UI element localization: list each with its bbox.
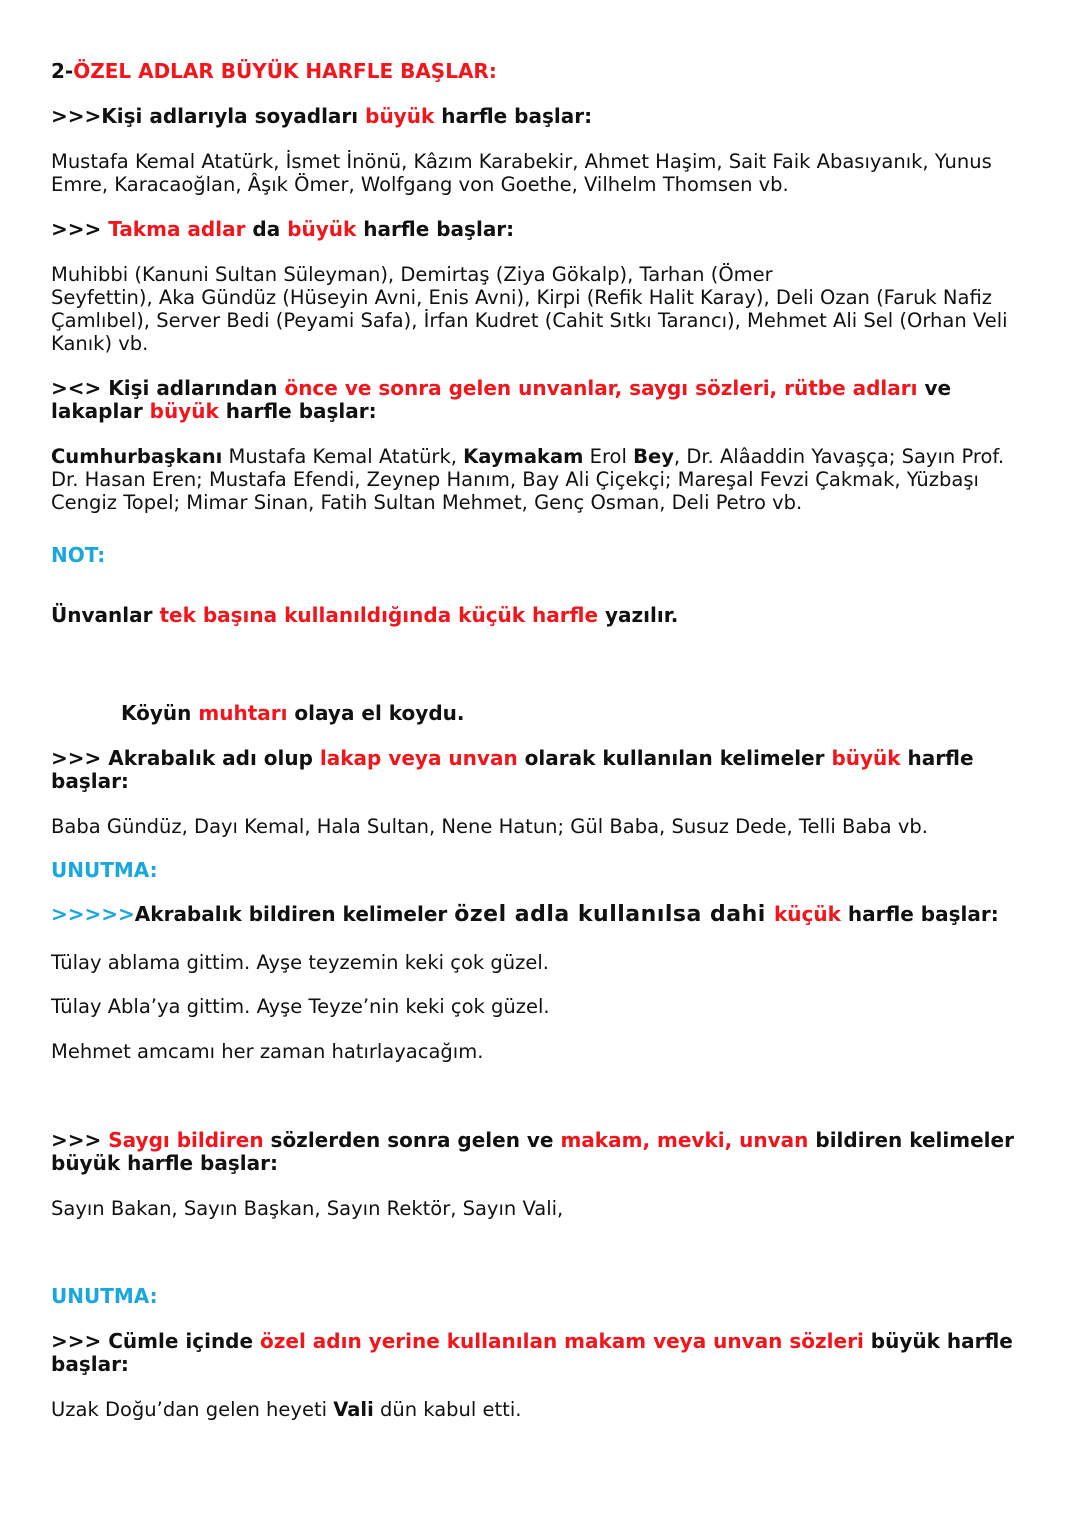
example-akrabalik-lakap: Baba Gündüz, Dayı Kemal, Hala Sultan, Nene Hatun; Gül Baba, Susuz Dede, Telli Baba vb.	[51, 815, 928, 838]
example-sentence-2: Tülay Abla’ya gittim. Ayşe Teyze’nin keki çok güzel.	[51, 995, 550, 1018]
note-label: NOT:	[51, 543, 106, 567]
example-takma-adlar: Muhibbi (Kanuni Sultan Süleyman), Demirtaş (Ziya Gökalp), Tarhan (Ömer Seyfettin), Aka Gündüz (Hüseyin Avni, Enis Avni), Kirpi (Refik Halit Karay), Deli Ozan (Faruk Nafiz Çamlıbel), Server Bedi (Peyami Safa), İrfan Kudret (Cahit Sıtkı Tarancı), Mehmet Ali Sel (Orhan Veli Kanık) vb.	[51, 263, 1008, 355]
example-sentence-1: Tülay ablama gittim. Ayşe teyzemin keki çok güzel.	[51, 951, 549, 974]
note-unvanlar-kucuk: Ünvanlar tek başına kullanıldığında küçük harfle yazılır.	[51, 603, 679, 627]
rule-heading-makam: >>> Cümle içinde özel adın yerine kullanılan makam veya unvan sözleri büyük harfle başlar:	[51, 1329, 1013, 1376]
rule-heading-takma-adlar: >>> Takma adlar da büyük harfle başlar:	[51, 217, 515, 241]
example-kisi-adlari: Mustafa Kemal Atatürk, İsmet İnönü, Kâzım Karabekir, Ahmet Haşim, Sait Faik Abasıyanık, Yunus Emre, Karacaoğlan, Âşık Ömer, Wolfgang von Goethe, Vilhelm Thomsen vb.	[51, 150, 992, 196]
unutma-label-1: UNUTMA:	[51, 858, 158, 882]
example-saygi: Sayın Bakan, Sayın Başkan, Sayın Rektör, Sayın Vali,	[51, 1197, 564, 1220]
rule-heading-saygi: >>> Saygı bildiren sözlerden sonra gelen ve makam, mevki, unvan bildiren kelimeler büyük harfle başlar:	[51, 1128, 1014, 1175]
example-unvanlar: Cumhurbaşkanı Mustafa Kemal Atatürk, Kaymakam Erol Bey, Dr. Alâaddin Yavaşça; Sayın Prof. Dr. Hasan Eren; Mustafa Efendi, Zeynep Hanım, Bay Ali Çiçekçi; Mareşal Fevzi Çakmak, Yüzbaşı Cengiz Topel; Mimar Sinan, Fatih Sultan Mehmet, Genç Osman, Deli Petro vb.	[51, 445, 1005, 514]
section-heading-ozel-adlar	[51, 60, 1036, 83]
example-makam: Uzak Doğu’dan gelen heyeti Vali dün kabul etti.	[51, 1398, 522, 1421]
rule-heading-akrabalik-lakap: >>> Akrabalık adı olup lakap veya unvan olarak kullanılan kelimeler büyük harfle başlar:	[51, 746, 974, 793]
rule-heading-kisi-adlari: >>>Kişi adlarıyla soyadları büyük harfle başlar:	[51, 104, 593, 128]
example-sentence-3: Mehmet amcamı her zaman hatırlayacağım.	[51, 1040, 484, 1063]
section-title: ÖZEL ADLAR BÜYÜK HARFLE BAŞLAR:	[73, 59, 497, 83]
rule-heading-unvanlar: ><> Kişi adlarından önce ve sonra gelen unvanlar, saygı sözleri, rütbe adları ve lakaplar büyük harfle başlar:	[51, 376, 952, 423]
rule-heading-akrabalik-kucuk: >>>>>Akrabalık bildiren kelimeler özel adla kullanılsa dahi küçük harfle başlar:	[51, 902, 999, 927]
example-muhtar: Köyün muhtarı olaya el koydu.	[121, 701, 465, 725]
section-number: 2-	[51, 59, 74, 83]
unutma-label-2: UNUTMA:	[51, 1284, 158, 1308]
